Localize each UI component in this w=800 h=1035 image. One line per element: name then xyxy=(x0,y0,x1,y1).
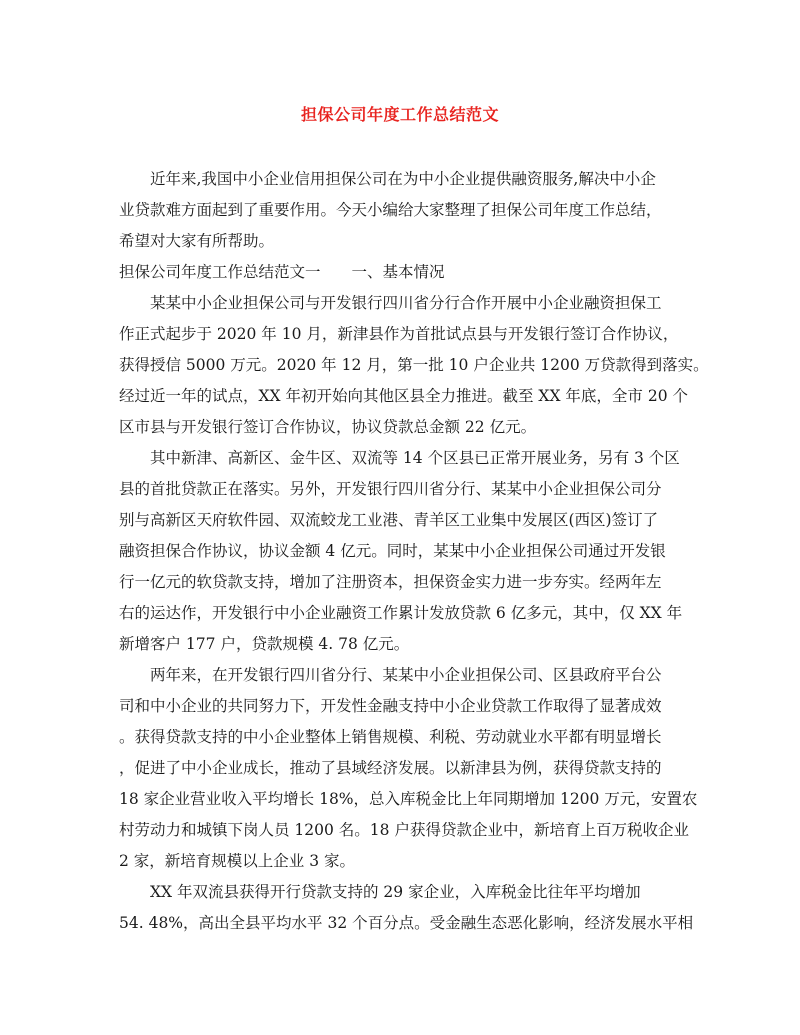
section-heading-line: 担保公司年度工作总结范文一 一、基本情况 xyxy=(119,263,445,281)
paragraph-line: 行一亿元的软贷款支持，增加了注册资本，担保资金实力进一步夯实。经两年左 xyxy=(119,573,662,591)
paragraph-line: 别与高新区天府软件园、双流蛟龙工业港、青羊区工业集中发展区(西区)签订了 xyxy=(119,511,659,529)
paragraph-line: 两年来，在开发银行四川省分行、某某中小企业担保公司、区县政府平台公 xyxy=(150,666,662,684)
paragraph-line: 其中新津、高新区、金牛区、双流等 14 个区县已正常开展业务，另有 3 个区 xyxy=(150,449,680,467)
paragraph-line: 2 家，新培育规模以上企业 3 家。 xyxy=(119,852,356,870)
paragraph-line: 18 家企业营业收入平均增长 18%，总入库税金比上年同期增加 1200 万元，安置农 xyxy=(119,790,698,808)
paragraph-line: 某某中小企业担保公司与开发银行四川省分行合作开展中小企业融资担保工 xyxy=(150,294,662,312)
paragraph-line: 区市县与开发银行签订合作协议，协议贷款总金额 22 亿元。 xyxy=(119,418,537,436)
paragraph-line: 村劳动力和城镇下岗人员 1200 名。18 户获得贷款企业中，新培育上百万税收企业 xyxy=(119,821,689,839)
paragraph-line: 获得授信 5000 万元。2020 年 12 月，第一批 10 户企业共 1200 万贷款得到落实。 xyxy=(119,356,709,374)
paragraph-line: 融资担保合作协议，协议金额 4 亿元。同时，某某中小企业担保公司通过开发银 xyxy=(119,542,666,560)
paragraph-line: 。获得贷款支持的中小企业整体上销售规模、利税、劳动就业水平都有明显增长 xyxy=(119,728,662,746)
document-title: 担保公司年度工作总结范文 xyxy=(300,105,499,124)
paragraph-line: 县的首批贷款正在落实。另外，开发银行四川省分行、某某中小企业担保公司分 xyxy=(119,480,662,498)
paragraph-line: XX 年双流县获得开行贷款支持的 29 家企业，入库税金比往年平均增加 xyxy=(150,883,641,901)
paragraph-line: 经过近一年的试点，XX 年初开始向其他区县全力推进。截至 XX 年底，全市 20 个 xyxy=(119,387,688,405)
paragraph-line: ，促进了中小企业成长，推动了县域经济发展。以新津县为例，获得贷款支持的 xyxy=(119,759,662,777)
paragraph-line: 作正式起步于 2020 年 10 月，新津县作为首批试点县与开发银行签订合作协议， xyxy=(119,325,679,343)
paragraph-line: 54. 48%，高出全县平均水平 32 个百分点。受金融生态恶化影响，经济发展水平相 xyxy=(119,914,694,932)
paragraph-line: 希望对大家有所帮助。 xyxy=(119,232,275,250)
paragraph-line: 新增客户 177 户，贷款规模 4. 78 亿元。 xyxy=(119,635,410,653)
paragraph-line: 近年来,我国中小企业信用担保公司在为中小企业提供融资服务,解决中小企 xyxy=(150,170,656,188)
paragraph-line: 业贷款难方面起到了重要作用。今天小编给大家整理了担保公司年度工作总结， xyxy=(119,201,662,219)
paragraph-line: 司和中小企业的共同努力下，开发性金融支持中小企业贷款工作取得了显著成效 xyxy=(119,697,662,715)
paragraph-line: 右的运达作，开发银行中小企业融资工作累计发放贷款 6 亿多元，其中，仅 XX 年 xyxy=(119,604,683,622)
